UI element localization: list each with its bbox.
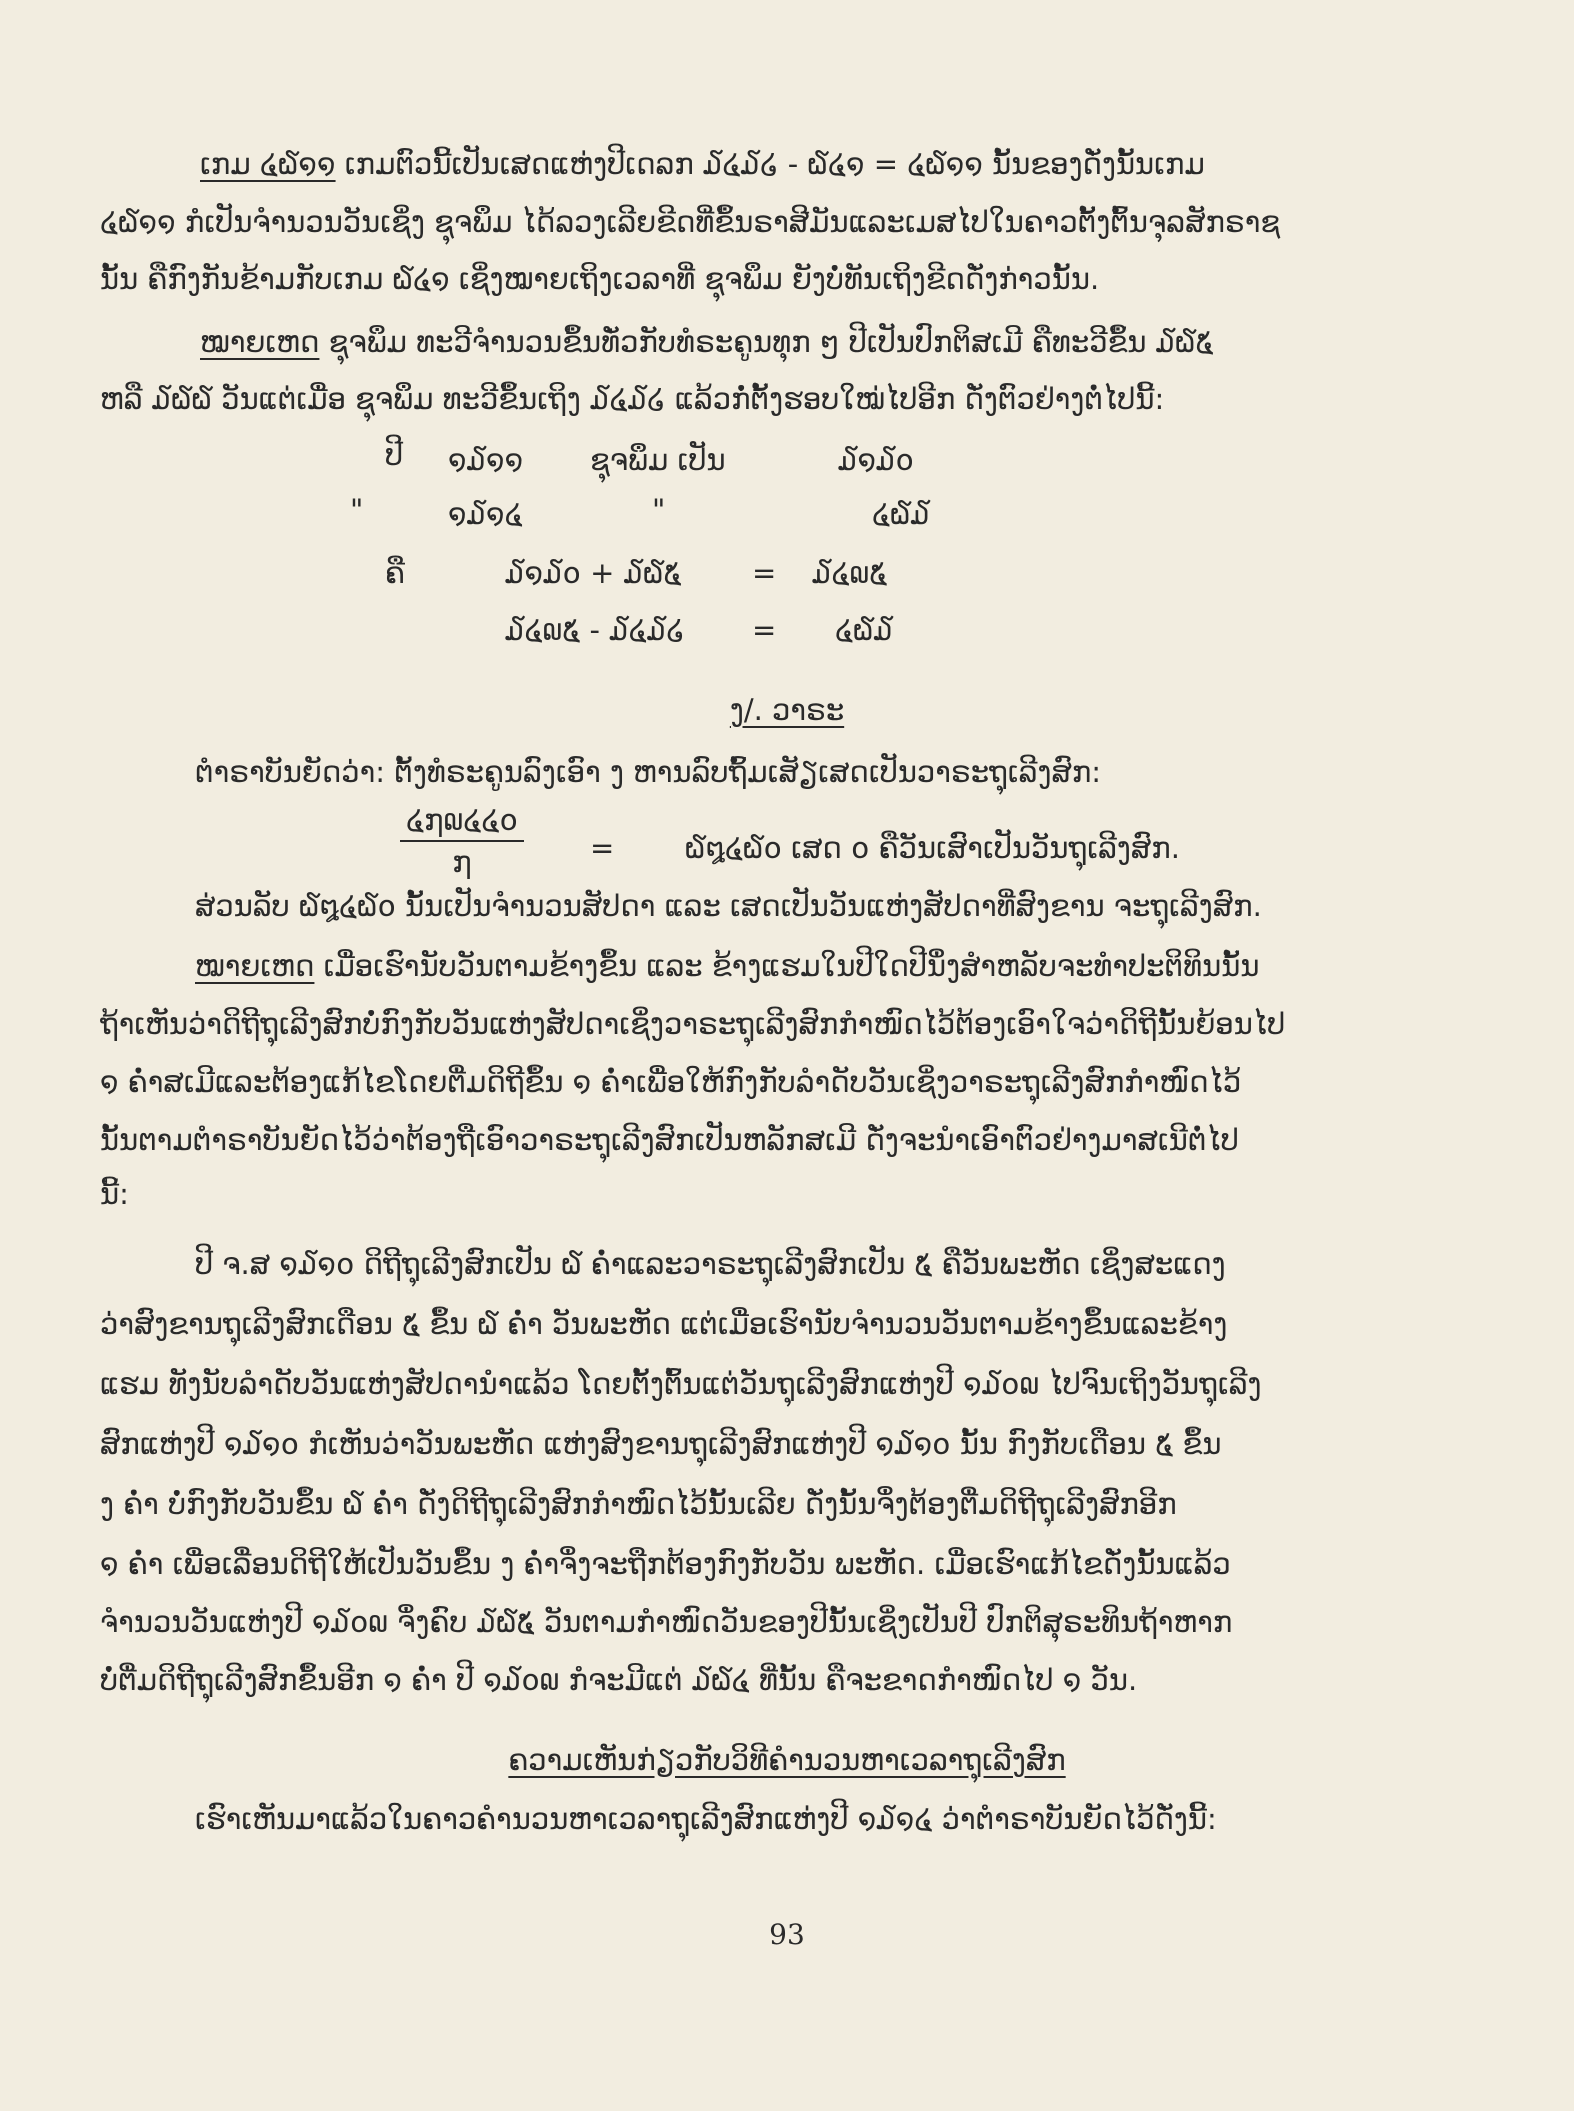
gem-term: ເກມ ໔໖໑໑: [200, 147, 336, 181]
fraction-equals: =: [590, 831, 615, 865]
paragraph-1-line-2: ໔໖໑໑ ກໍເປັນຈຳນວນວັນເຊິ່ງ ຊຸຈພຶມ ໄດ້ລວງເລີຍຂີດທີ່ຂຶ້ນຣາສີມັນແລະເມສໄປໃນຄາວຕັ້ງຕົ້ນຈຸລສັກຣາຊ: [100, 205, 1281, 239]
note-2-line-4: ນັ້ນຕາມຕຳຣາບັນຍັດໄວ້ວ່າຕ້ອງຖືເອົາວາຣະຖຸເລີງສົກເປັນຫລັກສເມີ ດັ່ງຈະນຳເອົາຕົວຢ່າງມາສເນີຕໍ່ໄປ: [100, 1123, 1239, 1157]
note-label: ໝາຍເຫດ: [200, 325, 320, 359]
example-row-2-value: ໔໖໓: [872, 497, 930, 531]
note-2-line-2: ຖ້າເຫັນວ່າດິຖີຖຸເລີງສົກບໍ່ກົງກັບວັນແຫ່ງສັປດາເຊິ່ງວາຣະຖຸເລີງສົກກຳໜົດໄວ້ຕ້ອງເອົາໃຈວ່າດິຖີນັ້ນຍ້ອນໄປ: [100, 1007, 1286, 1041]
example-2-line-7: ຈຳນວນວັນແຫ່ງປີ ໑໓໐໙ ຈຶ່ງຄົບ ໓໖໕ ວັນຕາມກຳໜົດວັນຂອງປີນັ້ນເຊິ່ງເປັນປີ ປົກຕິສຸຣະທິນຖ້າຫາກ: [100, 1605, 1233, 1639]
quotient-explanation: ສ່ວນລັບ ໖໘໔໖໐ ນັ້ນເປັນຈຳນວນສັປດາ ແລະ ເສດເປັນວັນແຫ່ງສັປດາທີ່ສົງຂານ ຈະຖຸເລີງສົກ.: [195, 889, 1262, 923]
example-row-2-ditto: ": [350, 493, 364, 527]
example-row-4-result: ໔໖໓: [835, 613, 893, 647]
example-row-3-label: ຄື: [385, 556, 405, 590]
example-row-2-ditto-2: ": [652, 493, 666, 527]
fraction-result: ໖໘໔໖໐ ເສດ ໐ ຄືວັນເສົາເປັນວັນຖຸເລີງສົກ.: [685, 831, 1180, 865]
example-row-1-value: ໓໑໓໐: [838, 443, 914, 477]
example-row-1-year: ໑໓໑໑: [448, 443, 524, 477]
fraction-denominator: ໗: [452, 845, 472, 879]
note-2-line-1: ໝາຍເຫດ ເມື່ອເຮົານັບວັນຕາມຂ້າງຂຶ້ນ ແລະ ຂ້າງແຮມໃນປີໃດປີນຶ່ງສຳຫລັບຈະທຳປະຕິທິນນັ້ນ: [195, 949, 1260, 983]
fraction-numerator: ໔໗໙໔໔໐: [400, 800, 524, 842]
example-row-3-expression: ໓໑໓໐ + ໓໖໕: [505, 556, 682, 590]
page-number: 93: [769, 1918, 805, 1951]
example-2-line-6: ໑ ຄ່ຳ ເພື່ອເລື່ອນດິຖີໃຫ້ເປັນວັນຂຶ້ນ ງ ຄ່ຳຈຶ່ງຈະຖືກຕ້ອງກົງກັບວັນ ພະຫັດ. ເມື່ອເຮົາແກ້ໄຂດັ່ງນັ້ນແລ້ວ: [100, 1547, 1231, 1581]
paragraph-1-line-1: ເກມ ໔໖໑໑ ເກມຕົວນີ້ເປັນເສດແຫ່ງປີເດລກ ໓໔໓໒ - ໖໔໑ = ໔໖໑໑ ນັ້ນຂອງດັ່ງນັ້ນເກມ: [200, 147, 1205, 181]
paragraph-1-line-3: ນັ້ນ ຄືກົງກັນຂ້າມກັບເກມ ໖໔໑ ເຊິ່ງໝາຍເຖິງເວລາທີ່ ຊຸຈພຶມ ຍັງບໍ່ທັນເຖິງຂີດດັ່ງກ່າວນັ້ນ.: [100, 262, 1100, 296]
note-2-line-5: ນີ້:: [100, 1177, 129, 1211]
example-2-line-8: ບໍ່ຕື່ມດິຖີຖຸເລີງສົກຂຶ້ນອີກ ໑ ຄ່ຳ ປີ ໑໓໐໙ ກໍຈະມີແຕ່ ໓໖໔ ທີ່ນັ້ນ ຄືຈະຂາດກຳໜົດໄປ ໑ ວັນ.: [100, 1663, 1138, 1697]
note-1-line-1: ໝາຍເຫດ ຊຸຈພຶມ ທະວີຈຳນວນຂຶ້ນທັ່ວກັບທໍຣະຄູນທຸກ ໆ ປີເປັນປົກຕິສເມີ ຄືທະວີຂຶ້ນ ໓໖໕: [200, 325, 1214, 359]
note-label-2: ໝາຍເຫດ: [195, 949, 315, 983]
example-row-2-year: ໑໓໑໔: [448, 497, 523, 531]
calculation-intro: ເຮົາເຫັນມາແລ້ວໃນຄາວຄຳນວນຫາເວລາຖຸເລີງສົກແຫ່ງປີ ໑໓໑໔ ວ່າຕຳຣາບັນຍັດໄວ້ດັ່ງນີ້:: [195, 1802, 1217, 1836]
example-2-line-2: ວ່າສົງຂານຖຸເລີງສົກເດືອນ ໕ ຂຶ້ນ ໖ ຄ່ຳ ວັນພະຫັດ ແຕ່ເມື່ອເຮົານັບຈຳນວນວັນຕາມຂ້າງຂຶ້ນແລະຂ້າງ: [100, 1307, 1228, 1341]
division-fraction: [400, 800, 524, 882]
example-row-1-label: ປີ: [385, 438, 404, 472]
section-heading-calculation-method: ຄວາມເຫັນກ່ຽວກັບວິທີຄຳນວນຫາເວລາຖຸເລີງສົກ: [508, 1743, 1066, 1777]
example-row-1-text: ຊຸຈພຶມ ເປັນ: [590, 443, 726, 477]
example-row-3-result: ໓໔໙໕: [812, 556, 888, 590]
example-row-4-equals: =: [752, 613, 777, 647]
section-heading-weekday: ງ/. ວາຣະ: [729, 693, 845, 727]
example-row-4-expression: ໓໔໙໕ - ໓໔໓໒: [505, 613, 685, 647]
note-1-line-2: ຫລື ໓໖໖ ວັນແຕ່ເມື່ອ ຊຸຈພຶມ ທະວີຂຶ້ນເຖິງ ໓໔໓໒ ແລ້ວກໍ່ຕັ້ງຮອບໃໝ່ໄປອີກ ດັ່ງຕົວຢ່າງຕໍ່ໄປນີ້:: [100, 382, 1165, 416]
example-2-line-4: ສົກແຫ່ງປີ ໑໓໑໐ ກໍເຫັນວ່າວັນພະຫັດ ແຫ່ງສົງຂານຖຸເລີງສົກແຫ່ງປີ ໑໓໑໐ ນັ້ນ ກົງກັບເດືອນ ໕ ຂຶ້ນ: [100, 1427, 1222, 1461]
example-2-line-1: ປີ ຈ.ສ ໑໓໑໐ ດິຖີຖຸເລີງສົກເປັນ ໖ ຄ່ຳແລະວາຣະຖຸເລີງສົກເປັນ ໕ ຄືວັນພະຫັດ ເຊິ່ງສະແດງ: [195, 1247, 1226, 1281]
note-2-line-3: ໑ ຄ່ຳສເມີແລະຕ້ອງແກ້ໄຂໂດຍຕື່ມດິຖີຂຶ້ນ ໑ ຄ່ຳເພື່ອໃຫ້ກົງກັບລຳດັບວັນເຊິ່ງວາຣະຖຸເລີງສົກກຳໜົດໄວ້: [100, 1065, 1242, 1099]
example-row-3-equals: =: [752, 556, 777, 590]
example-2-line-5: ງ ຄ່ຳ ບໍ່ກົງກັບວັນຂຶ້ນ ໖ ຄ່ຳ ດັ່ງດິຖີຖຸເລີງສົກກຳໜົດໄວ້ນັ້ນເລີຍ ດັ່ງນັ້ນຈຶ່ງຕ້ອງຕື່ມດິຖີຖຸເລີງສົກອີກ: [100, 1487, 1177, 1521]
rule-text: ຕຳຣາບັນຍັດວ່າ: ຕັ້ງທໍຣະຄູນລົງເອົາ ງ ຫານລົບຖົ້ມເສັຽເສດເປັນວາຣະຖຸເລີງສົກ:: [195, 755, 1102, 789]
example-2-line-3: ແຮມ ທັງນັບລຳດັບວັນແຫ່ງສັປດານຳແລ້ວ ໂດຍຕັ້ງຕົ້ນແຕ່ວັນຖຸເລີງສົກແຫ່ງປີ ໑໓໐໙ ໄປຈົນເຖິງວັນຖຸເລີງ: [100, 1367, 1262, 1401]
